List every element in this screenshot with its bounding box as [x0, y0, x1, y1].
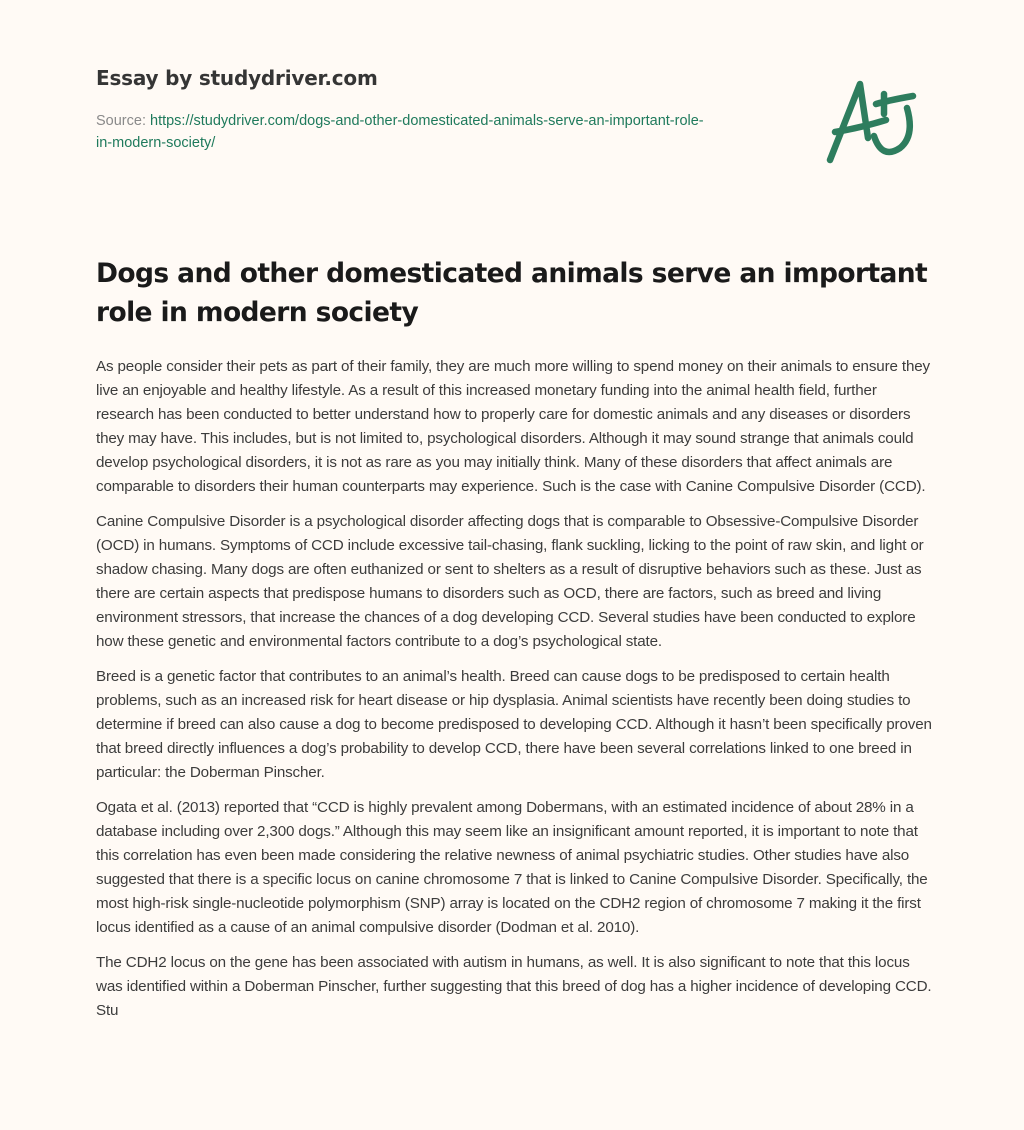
a-plus-grade-icon: [820, 66, 930, 166]
brand-title: Essay by studydriver.com: [96, 66, 378, 90]
source-line: [96, 110, 706, 154]
source-link[interactable]: https://studydriver.com/dogs-and-other-domesticated-animals-serve-an-important-role-in-modern-society/: [96, 113, 704, 151]
paragraph: The CDH2 locus on the gene has been associated with autism in humans, as well. It is also significant to note that this locus was identified within a Doberman Pinscher, further suggesting that this breed of dog has a higher incidence of developing CCD. Stu: [96, 954, 932, 1019]
paragraph: Ogata et al. (2013) reported that “CCD is highly prevalent among Dobermans, with an estimated incidence of about 28% in a database including over 2,300 dogs.” Although this may seem like an insignificant amount reported, it is important to note that this correlation has even been made considering the relative newness of animal psychiatric studies. Other studies have also suggested that there is a specific locus on canine chromosome 7 that is linked to Canine Compulsive Disorder. Specifically, the most high-risk single-nucleotide polymorphism (SNP) array is located on the CDH2 region of chromosome 7 making it the first locus identified as a cause of an animal compulsive disorder (Dodman et al. 2010).: [96, 799, 928, 936]
paragraph: Canine Compulsive Disorder is a psychological disorder affecting dogs that is comparable to Obsessive-Compulsive Disorder (OCD) in humans. Symptoms of CCD include excessive tail-chasing, flank suckling, licking to the point of raw skin, and light or shadow chasing. Many dogs are often euthanized or sent to shelters as a result of disruptive behaviors such as these. Just as there are certain aspects that predispose humans to disorders such as OCD, there are factors, such as breed and living environment stressors, that increase the chances of a dog developing CCD. Several studies have been conducted to explore how these genetic and environmental factors contribute to a dog’s psychological state.: [96, 513, 924, 650]
article-title: Dogs and other domesticated animals serve an important role in modern society: [96, 258, 928, 328]
source-label: Source:: [96, 113, 150, 129]
paragraph: As people consider their pets as part of their family, they are much more willing to spend money on their animals to ensure they live an enjoyable and healthy lifestyle. As a result of this increased monetary funding into the animal health field, further research has been conducted to better understand how to properly care for domestic animals and any diseases or disorders they may have. This includes, but is not limited to, psychological disorders. Although it may sound strange that animals could develop psychological disorders, it is not as rare as you may initially think. Many of these disorders that affect animals are comparable to disorders their human counterparts may experience. Such is the case with Canine Compulsive Disorder (CCD).: [96, 358, 930, 495]
paragraph: Breed is a genetic factor that contributes to an animal’s health. Breed can cause dogs to be predisposed to certain health problems, such as an increased risk for heart disease or hip dysplasia. Animal scientists have recently been doing studies to determine if breed can also cause a dog to become predisposed to developing CCD. Although it hasn’t been specifically proven that breed directly influences a dog’s probability to develop CCD, there have been several correlations linked to one breed in particular: the Doberman Pinscher.: [96, 668, 932, 781]
essay-header: [96, 64, 736, 154]
article-body: [96, 355, 936, 1034]
